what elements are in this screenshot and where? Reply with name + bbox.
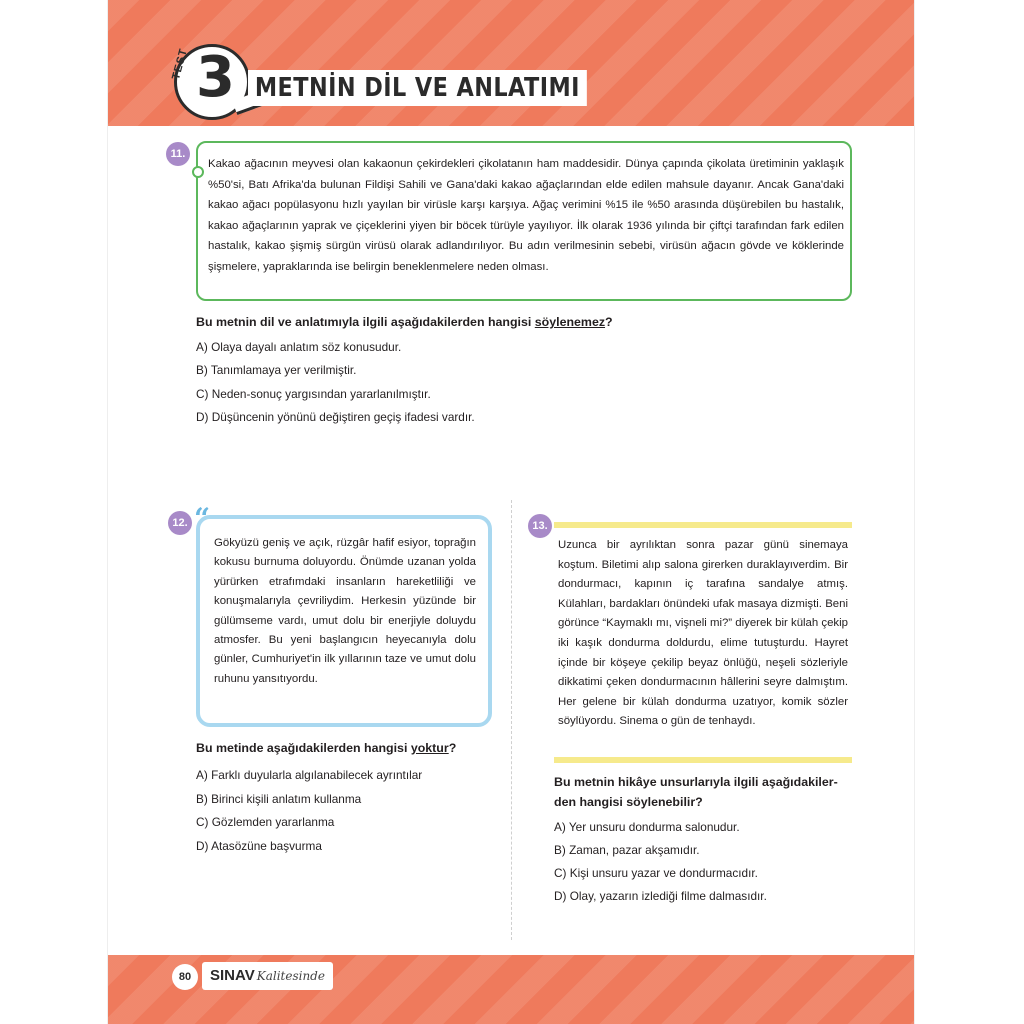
brand-logo [202, 962, 333, 990]
option-letter: D) [554, 889, 567, 903]
option-text: Farklı duyularla algılanabilecek ayrıntılar [211, 768, 423, 782]
option-13-a[interactable] [554, 819, 740, 835]
question-number-13: 13. [528, 514, 552, 538]
footer-banner [108, 955, 914, 1024]
question-number-12: 12. [168, 511, 192, 535]
test-number: 3 [196, 45, 235, 110]
column-divider [511, 500, 512, 940]
header-banner [108, 0, 914, 126]
option-letter: B) [196, 363, 208, 377]
yellow-bar-bottom [554, 757, 852, 763]
stem-text: Bu metinde aşağıdakilerden hangisi [196, 741, 411, 755]
option-letter: A) [196, 768, 208, 782]
quote-icon: “ [194, 502, 211, 535]
option-text: Yer unsuru dondurma salonudur. [568, 820, 740, 834]
option-letter: D) [196, 410, 209, 424]
yellow-bar-top [554, 522, 852, 528]
stem-line-2: den hangisi söylenebilir? [554, 795, 703, 809]
option-11-c[interactable] [196, 386, 431, 402]
page-title: METNİN DİL VE ANLATIMI [248, 70, 587, 106]
stem-text: Bu metnin dil ve anlatımıyla ilgili aşağıdakilerden hangisi [196, 315, 535, 329]
option-13-d[interactable] [554, 888, 767, 904]
passage-12: Gökyüzü geniş ve açık, rüzgâr hafif esiyor, toprağın kokusu burnuma doluyordu. Önümde uzanan yolda yürürken etrafımdaki insanların hareketliliği ve konuşmalarıyla çevriliydim. Herkesin yüzünde bir gülümseme vardı, umut dolu bir enerjiyle doluydu atmosfer. Bu yeni başlangıcın heyecanıyla dolu günler, Cumhuriyet'in ilk yıllarının taze ve umut dolu ruhunu yansıtıyordu. [214, 537, 476, 685]
option-text: Neden-sonuç yargısından yararlanılmıştır. [211, 387, 431, 401]
test-label: TEST [170, 46, 191, 82]
option-12-b[interactable] [196, 791, 361, 807]
option-text: Olay, yazarın izlediği filme dalmasıdır. [569, 889, 767, 903]
passage-box-dot [192, 166, 204, 178]
option-text: Birinci kişili anlatım kullanma [211, 792, 362, 806]
option-letter: B) [554, 843, 566, 857]
option-text: Gözlemden yararlanma [211, 815, 335, 829]
option-text: Zaman, pazar akşamıdır. [569, 843, 700, 857]
brand-text: SINAV [210, 967, 255, 984]
option-11-b[interactable] [196, 362, 356, 378]
passage-13: Uzunca bir ayrılıktan sonra pazar günü sinemaya koştum. Biletimi alıp salona girerken duraklayıverdim. Bir dondurmacı, kapının iç tarafına sandalye atmış. Külahları, bardakları önündeki ufak masaya dizmişti. Beni görünce “Kaymaklı mı, vişneli mi?” diyerek bir külah çekip iki kaşık dondurma doldurdu, elime tutuşturdu. Hayret içinde bir köşeye çekilip beyaz önlüğü, neşeli sözleriyle dikkatimi çeken dondurmacının hâllerini seyre dalmıştım. Her gelene bir külah dondurma uzatıyor, komik sözler söylüyordu. Sinema o gün de tenhaydı. [558, 539, 848, 728]
stem-emphasis: söylenemez [534, 315, 606, 329]
option-letter: C) [554, 866, 567, 880]
option-12-a[interactable] [196, 767, 422, 783]
passage-11: Kakao ağacının meyvesi olan kakaonun çekirdekleri çikolatanın ham maddesidir. Dünya çapında çikolata üretiminin yaklaşık %50'si, Batı Afrika'da bulunan Fildişi Sahili ve Gana'daki kakao ağaçlarından elde edilen mahsule dayanır. Ancak Gana'daki kakao ağacı popülasyonu hızlı yayılan bir virüsle karşı karşıya. Ağaç verimini %15 ile %50 arasında düşürebilen bu hastalık, kakao ağaçlarının yaprak ve çiçeklerini yiyen bir böcek türüyle yayılıyor. İlk olarak 1936 yılında bir çiftçi tarafından fark edilen hastalık, kakao şişmiş sürgün virüsü olarak adlandırılıyor. Bu adın verilmesinin sebebi, virüsün ağacın gövde ve köklerinde şişmelere, yapraklarında ise belirgin beneklenmelere neden olması. [208, 158, 844, 273]
question-stem-12 [196, 738, 456, 758]
stem-end: ? [605, 315, 613, 329]
stem-emphasis: yoktur [410, 741, 449, 755]
stem-end: ? [448, 741, 457, 755]
option-letter: C) [196, 387, 209, 401]
option-11-a[interactable] [196, 339, 401, 355]
question-number-11: 11. [166, 142, 190, 166]
option-12-d[interactable] [196, 838, 322, 854]
question-stem-13 [554, 772, 838, 812]
option-12-c[interactable] [196, 814, 334, 830]
page [108, 0, 914, 1024]
option-letter: A) [196, 340, 208, 354]
question-stem-11 [196, 312, 613, 332]
option-text: Düşüncenin yönünü değiştiren geçiş ifadesi vardır. [211, 410, 475, 424]
option-letter: D) [196, 839, 209, 853]
stem-line-1: Bu metnin hikâye unsurlarıyla ilgili aşağıdakiler- [554, 775, 838, 789]
option-letter: B) [196, 792, 208, 806]
option-text: Olaya dayalı anlatım söz konusudur. [211, 340, 402, 354]
option-text: Atasözüne başvurma [211, 839, 322, 853]
option-11-d[interactable] [196, 409, 475, 425]
brand-script: Kalitesinde [256, 969, 325, 983]
option-13-b[interactable] [554, 842, 700, 858]
option-text: Kişi unsuru yazar ve dondurmacıdır. [569, 866, 758, 880]
page-number: 80 [172, 964, 198, 990]
option-letter: A) [554, 820, 566, 834]
option-13-c[interactable] [554, 865, 758, 881]
option-letter: C) [196, 815, 209, 829]
option-text: Tanımlamaya yer verilmiştir. [210, 363, 357, 377]
